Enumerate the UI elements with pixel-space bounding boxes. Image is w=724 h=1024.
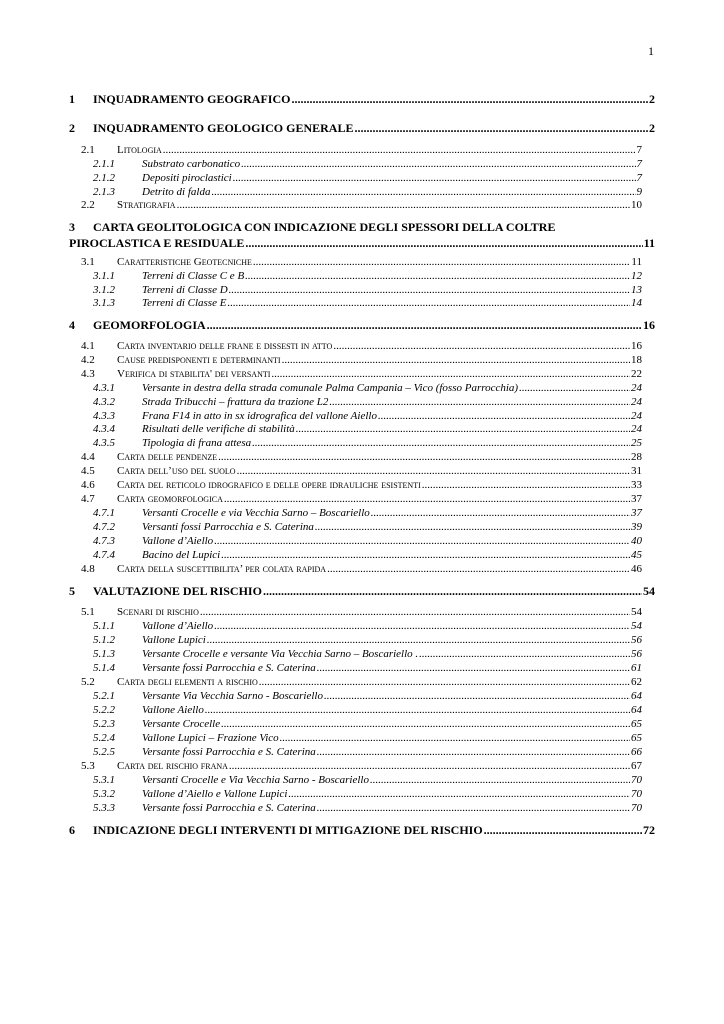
toc-entry-4-1[interactable] — [69, 340, 642, 352]
toc-page: 9 — [636, 186, 642, 198]
toc-number: 4.3.3 — [93, 410, 115, 422]
toc-entry-4-3-2[interactable] — [69, 396, 642, 408]
toc-page: 7 — [636, 144, 642, 156]
toc-number: 4.7.1 — [93, 507, 115, 519]
toc-title: Carta degli elementi a rischio — [117, 676, 258, 688]
toc-leader — [241, 158, 635, 170]
toc-leader — [282, 354, 630, 366]
toc-title: Carta della suscettibilita’ per colata rapida — [117, 563, 327, 575]
toc-page: 16 — [631, 340, 642, 352]
toc-leader — [296, 423, 630, 435]
toc-title: Versante fossi Parrocchia e S. Caterina — [142, 746, 316, 758]
toc-page: 46 — [631, 563, 642, 575]
toc-number: 4.2 — [81, 354, 95, 366]
toc-leader — [224, 493, 630, 505]
toc-leader — [317, 746, 630, 758]
toc-number: 2.1 — [81, 144, 95, 156]
toc-number: 5.2.5 — [93, 746, 115, 758]
toc-page: 11 — [631, 256, 642, 268]
toc-page: 2 — [649, 92, 655, 106]
toc-title: INDICAZIONE DEGLI INTERVENTI DI MITIGAZIONE DEL RISCHIO — [93, 823, 483, 837]
toc-entry-2-1[interactable] — [69, 144, 642, 156]
toc-page: 54 — [631, 606, 642, 618]
toc-leader — [370, 774, 630, 786]
toc-number: 3.1.2 — [93, 284, 115, 296]
toc-title: Substrato carbonatico — [142, 158, 241, 170]
toc-title: Carta delle pendenze — [117, 451, 218, 463]
toc-title: Strada Tribucchi – frattura da trazione L2 — [142, 396, 329, 408]
toc-entry-5-2-2[interactable] — [69, 704, 642, 716]
toc-title: Verifica di stabilita' dei versanti — [117, 368, 271, 380]
toc-title: Terreni di Classe C e B — [142, 270, 245, 282]
toc-entry-3-1-2[interactable] — [69, 284, 642, 296]
toc-entry-4-4[interactable] — [69, 451, 642, 463]
toc-page: 54 — [631, 620, 642, 632]
toc-title: Versanti Crocelle e Via Vecchia Sarno - Boscariello — [142, 774, 369, 786]
toc-number: 4.1 — [81, 340, 95, 352]
toc-title: VALUTAZIONE DEL RISCHIO — [93, 584, 262, 598]
toc-number: 5.3.3 — [93, 802, 115, 814]
toc-entry-2-1-1[interactable] — [69, 158, 642, 170]
toc-title: Vallone Aiello — [142, 704, 204, 716]
toc-leader — [163, 144, 636, 156]
toc-entry-5-3[interactable] — [69, 760, 642, 772]
toc-entry-5-2-5[interactable] — [69, 746, 642, 758]
toc-leader — [259, 676, 630, 688]
toc-leader — [378, 410, 630, 422]
toc-number: 5.1.1 — [93, 620, 115, 632]
toc-title: Versante Via Vecchia Sarno - Boscariello — [142, 690, 323, 702]
toc-page: 70 — [631, 774, 642, 786]
toc-title: Carta del reticolo idrografico e delle opere idrauliche esistenti — [117, 479, 421, 491]
toc-entry-5-3-2[interactable] — [69, 788, 642, 800]
toc-title: Frana F14 in atto in sx idrografica del vallone Aiello — [142, 410, 377, 422]
toc-number: 6 — [69, 823, 75, 837]
toc-entry-4-3-3[interactable] — [69, 410, 642, 422]
toc-leader — [229, 760, 630, 772]
toc-leader — [221, 718, 630, 730]
toc-title: Bacino del Lupici — [142, 549, 221, 561]
toc-page: 62 — [631, 676, 642, 688]
toc-title: INQUADRAMENTO GEOGRAFICO — [93, 92, 291, 106]
toc-number: 5.2 — [81, 676, 95, 688]
toc-entry-4-7-1[interactable] — [69, 507, 642, 519]
toc-number: 2.1.3 — [93, 186, 115, 198]
toc-entry-5-1-4[interactable] — [69, 662, 642, 674]
toc-page: 37 — [631, 507, 642, 519]
toc-number: 4.3.4 — [93, 423, 115, 435]
toc-entry-1[interactable] — [69, 92, 655, 107]
toc-title: Versante fossi Parrocchia e S. Caterina — [142, 802, 316, 814]
toc-number: 2.1.2 — [93, 172, 115, 184]
toc-page: 24 — [631, 382, 642, 394]
toc-leader — [205, 704, 630, 716]
toc-number: 5 — [69, 584, 75, 598]
toc-page: 65 — [631, 732, 642, 744]
toc-page: 72 — [643, 823, 655, 837]
toc-leader — [200, 606, 630, 618]
toc-entry-2-1-3[interactable] — [69, 186, 642, 198]
toc-entry-3-line1[interactable] — [69, 220, 555, 235]
toc-title: Terreni di Classe D — [142, 284, 228, 296]
toc-title: INQUADRAMENTO GEOLOGICO GENERALE — [93, 121, 354, 135]
toc-title: Vallone d’Aiello — [142, 620, 214, 632]
toc-page: 24 — [631, 423, 642, 435]
toc-leader — [214, 620, 630, 632]
toc-number: 5.1.2 — [93, 634, 115, 646]
toc-entry-4-2[interactable] — [69, 354, 642, 366]
toc-leader — [253, 256, 630, 268]
toc-title: Vallone d’Aiello — [142, 535, 214, 547]
toc-entry-4-6[interactable] — [69, 479, 642, 491]
toc-page: 16 — [643, 318, 655, 332]
toc-title: Carta del rischio frana — [117, 760, 228, 772]
toc-leader — [288, 788, 630, 800]
toc-title: Risultati delle verifiche di stabilità — [142, 423, 295, 435]
toc-page: 18 — [631, 354, 642, 366]
toc-leader — [327, 563, 630, 575]
toc-number: 3.1.1 — [93, 270, 115, 282]
toc-leader — [237, 465, 630, 477]
toc-page: 10 — [631, 199, 642, 211]
toc-title: Stratigrafia — [117, 199, 176, 211]
toc-number: 4 — [69, 318, 75, 332]
toc-entry-5-1-2[interactable] — [69, 634, 642, 646]
toc-page: 64 — [631, 704, 642, 716]
toc-title: Vallone d’Aiello e Vallone Lupici — [142, 788, 288, 800]
toc-entry-2-2[interactable] — [69, 199, 642, 211]
toc-number: 5.1.4 — [93, 662, 115, 674]
toc-leader — [229, 284, 630, 296]
toc-title: Versante fossi Parrocchia e S. Caterina — [142, 662, 316, 674]
toc-number: 4.3.1 — [93, 382, 115, 394]
toc-title: Depositi piroclastici — [142, 172, 232, 184]
toc-entry-4-3[interactable] — [69, 368, 642, 380]
toc-title: Carta dell’uso del suolo — [117, 465, 236, 477]
toc-entry-4[interactable] — [69, 318, 655, 333]
toc-number: 3.1 — [81, 256, 95, 268]
toc-entry-5[interactable] — [69, 584, 655, 599]
toc-number: 3 — [69, 220, 75, 234]
toc-leader — [221, 549, 630, 561]
toc-leader — [233, 172, 636, 184]
toc-leader — [324, 690, 630, 702]
toc-number: 2 — [69, 121, 75, 135]
toc-number: 4.3.5 — [93, 437, 115, 449]
toc-title: Versanti fossi Parrocchia e S. Caterina — [142, 521, 314, 533]
toc-title: Versante Crocelle e versante Via Vecchia Sarno – Boscariello . — [142, 648, 419, 660]
toc-entry-5-2-3[interactable] — [69, 718, 642, 730]
toc-entry-5-2-1[interactable] — [69, 690, 642, 702]
toc-title: Versante Crocelle — [142, 718, 221, 730]
toc-page: 33 — [631, 479, 642, 491]
toc-leader — [252, 437, 630, 449]
toc-number: 4.8 — [81, 563, 95, 575]
toc-number: 4.7.4 — [93, 549, 115, 561]
toc-page: 2 — [649, 121, 655, 135]
toc-page: 28 — [631, 451, 642, 463]
toc-page: 45 — [631, 549, 642, 561]
toc-entry-6[interactable] — [69, 823, 655, 838]
toc-leader — [207, 318, 642, 333]
toc-entry-3-1[interactable] — [69, 256, 642, 268]
toc-entry-4-7[interactable] — [69, 493, 642, 505]
toc-entry-3-line2[interactable] — [69, 236, 655, 251]
toc-entry-4-5[interactable] — [69, 465, 642, 477]
toc-leader — [519, 382, 630, 394]
toc-number: 4.5 — [81, 465, 95, 477]
toc-entry-3-1-3[interactable] — [69, 297, 642, 309]
page-number: 1 — [648, 44, 654, 58]
toc-leader — [214, 535, 630, 547]
toc-page: 56 — [631, 648, 642, 660]
toc-page: 12 — [631, 270, 642, 282]
toc-title: Carta geomorfologica — [117, 493, 223, 505]
toc-leader — [218, 451, 630, 463]
toc-number: 5.1 — [81, 606, 95, 618]
toc-title: Tipologia di frana attesa — [142, 437, 252, 449]
toc-number: 5.2.3 — [93, 718, 115, 730]
toc-title: Terreni di Classe E — [142, 297, 227, 309]
toc-leader — [291, 92, 648, 107]
toc-page: 39 — [631, 521, 642, 533]
toc-leader — [419, 648, 630, 660]
toc-page: 31 — [631, 465, 642, 477]
toc-leader — [315, 521, 630, 533]
toc-page: 24 — [631, 410, 642, 422]
toc-number: 4.3.2 — [93, 396, 115, 408]
toc-entry-4-7-4[interactable] — [69, 549, 642, 561]
toc-page: 37 — [631, 493, 642, 505]
toc-entry-4-7-3[interactable] — [69, 535, 642, 547]
toc-entry-4-3-5[interactable] — [69, 437, 642, 449]
toc-entry-4-3-1[interactable] — [69, 382, 642, 394]
toc-title: Litologia — [117, 144, 162, 156]
toc-page: 64 — [631, 690, 642, 702]
toc-number: 4.3 — [81, 368, 95, 380]
toc-number: 4.6 — [81, 479, 95, 491]
toc-entry-5-2-4[interactable] — [69, 732, 642, 744]
toc-title: Vallone Lupici — [142, 634, 206, 646]
toc-page: 7 — [636, 158, 642, 170]
toc-title: Versanti Crocelle e via Vecchia Sarno – Boscariello — [142, 507, 370, 519]
toc-title: Cause predisponenti e determinanti — [117, 354, 281, 366]
toc-number: 3.1.3 — [93, 297, 115, 309]
toc-leader — [263, 584, 642, 599]
toc-page: 25 — [631, 437, 642, 449]
toc-page: 70 — [631, 788, 642, 800]
toc-leader — [245, 236, 642, 251]
toc-page: 61 — [631, 662, 642, 674]
toc-entry-5-3-1[interactable] — [69, 774, 642, 786]
toc-title: Detrito di falda — [142, 186, 211, 198]
toc-title: CARTA GEOLITOLOGICA CON INDICAZIONE DEGLI SPESSORI DELLA COLTRE — [93, 220, 556, 234]
toc-number: 5.3.2 — [93, 788, 115, 800]
toc-leader — [245, 270, 630, 282]
toc-page: 24 — [631, 396, 642, 408]
toc-leader — [271, 368, 630, 380]
toc-number: 4.4 — [81, 451, 95, 463]
toc-number: 2.1.1 — [93, 158, 115, 170]
toc-page: 65 — [631, 718, 642, 730]
toc-entry-4-3-4[interactable] — [69, 423, 642, 435]
toc-number: 2.2 — [81, 199, 95, 211]
toc-entry-5-3-3[interactable] — [69, 802, 642, 814]
toc-leader — [317, 662, 630, 674]
toc-page: 54 — [643, 584, 655, 598]
toc-page: 70 — [631, 802, 642, 814]
toc-leader — [280, 732, 630, 744]
toc-number: 5.3.1 — [93, 774, 115, 786]
toc-page: 22 — [631, 368, 642, 380]
toc-page: 13 — [631, 284, 642, 296]
toc-page: 67 — [631, 760, 642, 772]
toc-number: 4.7.2 — [93, 521, 115, 533]
toc-leader — [371, 507, 630, 519]
toc-leader — [211, 186, 635, 198]
toc-entry-2-1-2[interactable] — [69, 172, 642, 184]
toc-entry-5-1-3[interactable] — [69, 648, 642, 660]
toc-leader — [354, 121, 648, 136]
toc-page: 7 — [636, 172, 642, 184]
toc-leader — [329, 396, 630, 408]
toc-leader — [177, 199, 630, 211]
toc-leader — [317, 802, 630, 814]
toc-entry-2[interactable] — [69, 121, 655, 136]
toc-title: GEOMORFOLOGIA — [93, 318, 206, 332]
toc-number: 4.7 — [81, 493, 95, 505]
toc-number: 5.2.1 — [93, 690, 115, 702]
toc-entry-5-1[interactable] — [69, 606, 642, 618]
toc-leader — [422, 479, 630, 491]
toc-page: 11 — [643, 236, 655, 250]
toc-page: 66 — [631, 746, 642, 758]
toc-title: Scenari di rischio — [117, 606, 199, 618]
toc-number: 1 — [69, 92, 75, 106]
toc-leader — [484, 823, 642, 838]
toc-number: 5.3 — [81, 760, 95, 772]
toc-title-continued: PIROCLASTICA E RESIDUALE — [69, 236, 245, 250]
toc-title: Caratteristiche Geotecniche — [117, 256, 252, 268]
toc-leader — [207, 634, 630, 646]
toc-page: 40 — [631, 535, 642, 547]
toc-number: 5.2.4 — [93, 732, 115, 744]
toc-title: Versante in destra della strada comunale Palma Campania – Vico (fosso Parrocchia) — [142, 382, 519, 394]
toc-leader — [227, 297, 630, 309]
toc-entry-4-7-2[interactable] — [69, 521, 642, 533]
toc-leader — [333, 340, 630, 352]
toc-number: 4.7.3 — [93, 535, 115, 547]
toc-number: 5.1.3 — [93, 648, 115, 660]
toc-page: 56 — [631, 634, 642, 646]
toc-entry-5-2[interactable] — [69, 676, 642, 688]
toc-entry-3-1-1[interactable] — [69, 270, 642, 282]
toc-page: 14 — [631, 297, 642, 309]
toc-title: Vallone Lupici – Frazione Vico — [142, 732, 279, 744]
toc-title: Carta inventario delle frane e dissesti in atto — [117, 340, 333, 352]
toc-entry-4-8[interactable] — [69, 563, 642, 575]
toc-entry-5-1-1[interactable] — [69, 620, 642, 632]
toc-number: 5.2.2 — [93, 704, 115, 716]
